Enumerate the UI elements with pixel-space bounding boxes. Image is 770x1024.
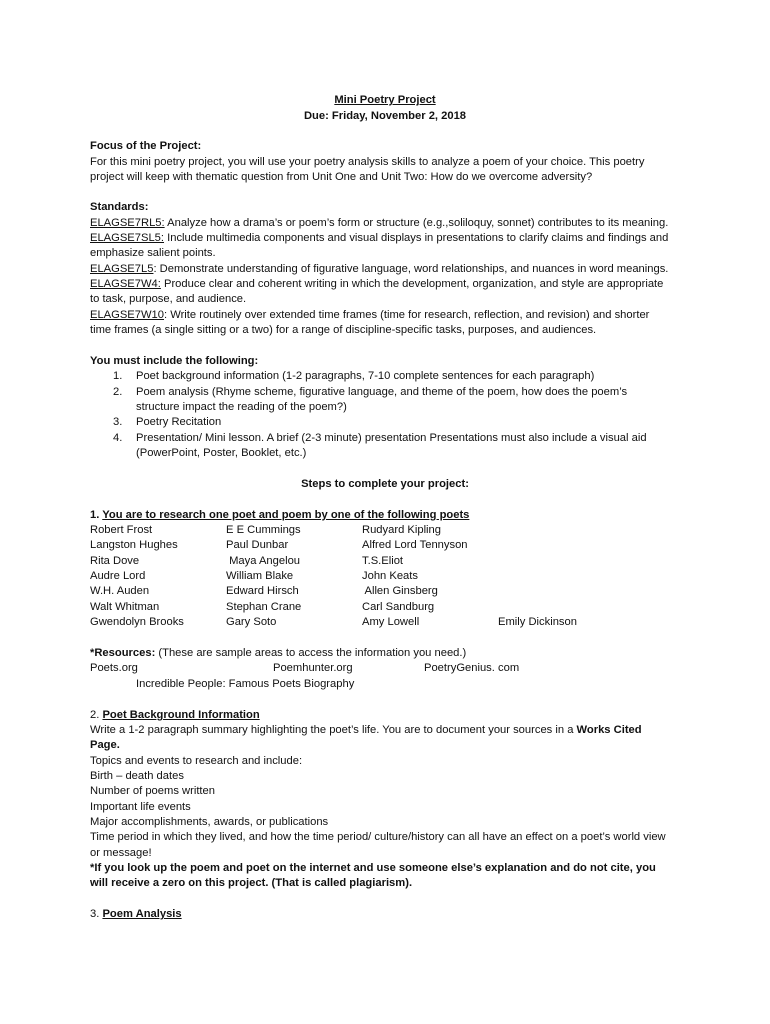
plagiarism-warning: *If you look up the poem and poet on the internet and use someone else’s explanation and do not cite, you: [90, 862, 656, 874]
standards-heading: Standards:: [90, 201, 149, 213]
standard-text: time frames (a single sitting or a two) for a range of discipline-specific tasks, purposes, and audiences.: [90, 324, 597, 336]
standard-item: [90, 292, 246, 307]
poet-name: Audre Lord: [90, 570, 146, 582]
step2-line: Number of poems written: [90, 785, 215, 797]
standard-item: [90, 262, 668, 277]
step2-line: or message!: [90, 847, 152, 859]
list-number: 3.: [113, 416, 123, 428]
focus-line: For this mini poetry project, you will use your poetry analysis skills to analyze a poem of your choice. This poetry: [90, 156, 645, 168]
poet-name: Langston Hughes: [90, 539, 178, 551]
step2-line: Time period in which they lived, and how the time period/ culture/history can all have an effect on a poet’s world view: [90, 831, 666, 843]
poet-name: Paul Dunbar: [226, 539, 289, 551]
step3-title: Poem Analysis: [102, 908, 182, 920]
list-item-text: Poem analysis (Rhyme scheme, figurative language, and theme of the poem, how does the poem’s: [136, 386, 628, 398]
list-number: 1.: [113, 370, 123, 382]
standard-text: Include multimedia components and visual displays in presentations to clarify claims and findings and: [164, 232, 669, 244]
standard-text: : Demonstrate understanding of figurative language, word relationships, and nuances in word meanings.: [153, 263, 669, 275]
poet-name: Rudyard Kipling: [362, 524, 441, 536]
resource-site: Poemhunter.org: [273, 662, 353, 674]
standard-text: Produce clear and coherent writing in which the development, organization, and style are appropriate: [160, 278, 664, 290]
plagiarism-warning: will receive a zero on this project. (That is called plagiarism).: [90, 877, 413, 889]
poet-name: Gwendolyn Brooks: [90, 616, 184, 628]
focus-heading: Focus of the Project:: [90, 140, 202, 152]
resources-text: (These are sample areas to access the information you need.): [155, 647, 467, 659]
step2-line: Topics and events to research and include:: [90, 755, 303, 767]
document-title: Mini Poetry Project: [334, 94, 436, 106]
poet-name: Gary Soto: [226, 616, 277, 628]
standard-item: [90, 246, 216, 261]
poet-name: Allen Ginsberg: [362, 585, 438, 597]
list-item-text: Poetry Recitation: [136, 416, 222, 428]
poet-name: E E Cummings: [226, 524, 301, 536]
step2-line: Important life events: [90, 801, 191, 813]
step-number: 1.: [90, 509, 103, 521]
step-number: 2.: [90, 709, 103, 721]
poet-name: Stephan Crane: [226, 601, 302, 613]
poet-name: Robert Frost: [90, 524, 153, 536]
poet-name: William Blake: [226, 570, 294, 582]
works-cited-label: Works Cited: [576, 724, 642, 736]
list-item-text: (PowerPoint, Poster, Booklet, etc.): [136, 447, 307, 459]
standard-text: : Write routinely over extended time frames (time for research, reflection, and revision) and shorter: [164, 309, 650, 321]
standard-item: [90, 231, 668, 246]
standard-item: [90, 323, 596, 338]
list-number: 4.: [113, 432, 123, 444]
resource-site: Poets.org: [90, 662, 138, 674]
step3-heading: [90, 907, 182, 922]
poet-name: Maya Angelou: [226, 555, 301, 567]
step1-title: You are to research one poet and poem by one of the following poets: [102, 509, 470, 521]
include-heading: You must include the following:: [90, 355, 259, 367]
standard-text: to task, purpose, and audience.: [90, 293, 247, 305]
standard-code-link[interactable]: ELAGSE7L5: [90, 263, 154, 275]
list-item-text: structure impact the reading of the poem?): [136, 401, 347, 413]
steps-heading: Steps to complete your project:: [301, 478, 469, 490]
list-item-text: Presentation/ Mini lesson. A brief (2-3 minute) presentation Presentations must also include a visual aid: [136, 432, 647, 444]
standard-text: Analyze how a drama’s or poem’s form or structure (e.g.,soliloquy, sonnet) contributes to its meaning.: [164, 217, 669, 229]
poet-name: Rita Dove: [90, 555, 140, 567]
standard-text: emphasize salient points.: [90, 247, 216, 259]
resources-label: *Resources:: [90, 647, 156, 659]
step2-heading: [90, 708, 260, 723]
poet-name: John Keats: [362, 570, 418, 582]
standard-item: [90, 277, 663, 292]
step-number: 3.: [90, 908, 103, 920]
step2-line: Major accomplishments, awards, or publications: [90, 816, 329, 828]
standard-code-link[interactable]: ELAGSE7RL5:: [90, 217, 165, 229]
standard-code-link[interactable]: ELAGSE7W4:: [90, 278, 161, 290]
due-date: Due: Friday, November 2, 2018: [303, 110, 467, 122]
standard-item: [90, 308, 649, 323]
list-number: 2.: [113, 386, 123, 398]
poet-name: Amy Lowell: [362, 616, 420, 628]
poet-name: Edward Hirsch: [226, 585, 299, 597]
poet-name: W.H. Auden: [90, 585, 150, 597]
page-label: Page.: [90, 739, 120, 751]
poet-name: Carl Sandburg: [362, 601, 435, 613]
standard-code-link[interactable]: ELAGSE7SL5:: [90, 232, 165, 244]
standard-item: [90, 216, 668, 231]
standard-code-link[interactable]: ELAGSE7W10: [90, 309, 164, 321]
step2-intro: [90, 723, 642, 738]
resource-extra: Incredible People: Famous Poets Biography: [136, 678, 355, 690]
poet-name: Walt Whitman: [90, 601, 160, 613]
focus-line: project will keep with thematic question from Unit One and Unit Two: How do we overcome adversity?: [90, 171, 593, 183]
step2-title: Poet Background Information: [102, 709, 260, 721]
resource-site: PoetryGenius. com: [424, 662, 520, 674]
step1-heading: [90, 508, 469, 523]
poet-name: Alfred Lord Tennyson: [362, 539, 468, 551]
resources-line: [90, 646, 466, 661]
step2-intro-text: Write a 1-2 paragraph summary highlighting the poet’s life. You are to document your sources in a: [90, 724, 577, 736]
list-item-text: Poet background information (1-2 paragraphs, 7-10 complete sentences for each paragraph): [136, 370, 595, 382]
poet-name: Emily Dickinson: [498, 616, 577, 628]
poet-name: T.S.Eliot: [362, 555, 404, 567]
step2-line: Birth – death dates: [90, 770, 184, 782]
